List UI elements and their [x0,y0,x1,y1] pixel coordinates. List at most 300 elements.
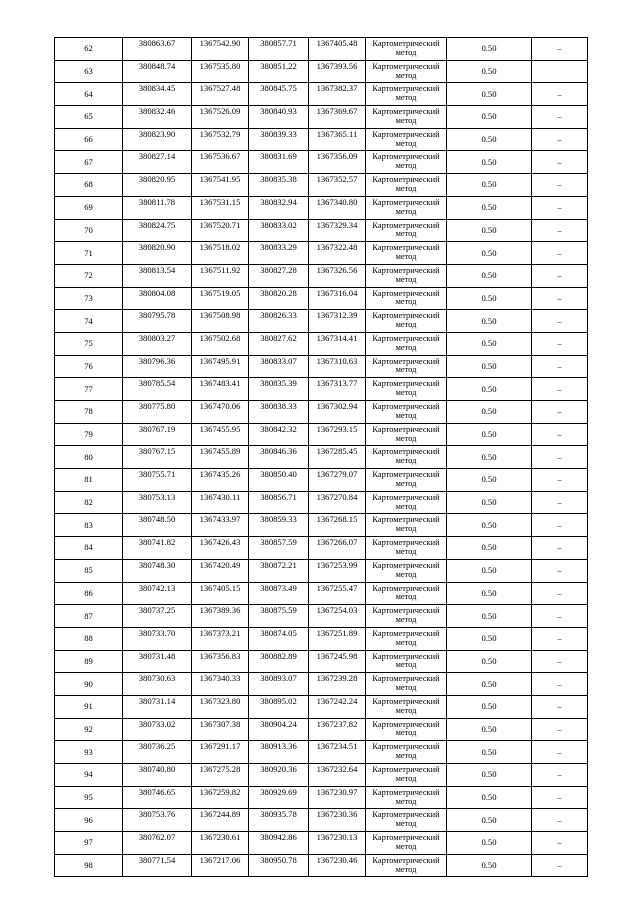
point-number-cell: 89 [55,650,123,673]
x-coordinate-cell: 380824.75 [123,219,192,242]
accuracy-cell: 0.50 [447,650,532,673]
table-row [55,809,588,832]
note-cell: – [532,605,588,628]
x-coordinate-cell: 380823.90 [123,128,192,151]
x-coordinate-2-cell: 380827.28 [249,264,309,287]
note-cell: – [532,832,588,855]
method-cell: Картометрический метод [366,378,447,401]
accuracy-cell: 0.50 [447,332,532,355]
table-row [55,196,588,219]
note-cell: – [532,378,588,401]
y-coordinate-2-cell: 1367356.09 [309,151,366,174]
table-row [55,650,588,673]
method-cell: Картометрический метод [366,650,447,673]
note-cell: – [532,491,588,514]
point-number-cell: 97 [55,832,123,855]
point-number-cell: 76 [55,355,123,378]
x-coordinate-2-cell: 380950.78 [249,854,309,877]
table-row [55,718,588,741]
y-coordinate-cell: 1367389.36 [192,605,249,628]
x-coordinate-cell: 380811.78 [123,196,192,219]
note-cell: – [532,219,588,242]
x-coordinate-2-cell: 380831.69 [249,151,309,174]
accuracy-cell: 0.50 [447,401,532,424]
y-coordinate-2-cell: 1367255.47 [309,582,366,605]
method-cell: Картометрический метод [366,832,447,855]
method-cell: Картометрический метод [366,673,447,696]
method-cell: Картометрический метод [366,128,447,151]
accuracy-cell: 0.50 [447,219,532,242]
accuracy-cell: 0.50 [447,264,532,287]
note-cell: – [532,38,588,61]
x-coordinate-cell: 380762.07 [123,832,192,855]
x-coordinate-2-cell: 380833.29 [249,242,309,265]
y-coordinate-2-cell: 1367382.37 [309,83,366,106]
point-number-cell: 64 [55,83,123,106]
accuracy-cell: 0.50 [447,786,532,809]
method-cell: Картометрический метод [366,786,447,809]
x-coordinate-cell: 380804.08 [123,287,192,310]
y-coordinate-2-cell: 1367312.39 [309,310,366,333]
y-coordinate-2-cell: 1367405.48 [309,38,366,61]
table-row [55,174,588,197]
x-coordinate-2-cell: 380857.71 [249,38,309,61]
x-coordinate-cell: 380796.36 [123,355,192,378]
x-coordinate-cell: 380771.54 [123,854,192,877]
y-coordinate-cell: 1367508.98 [192,310,249,333]
method-cell: Картометрический метод [366,38,447,61]
point-number-cell: 87 [55,605,123,628]
accuracy-cell: 0.50 [447,718,532,741]
x-coordinate-cell: 380820.95 [123,174,192,197]
table-row [55,332,588,355]
accuracy-cell: 0.50 [447,287,532,310]
accuracy-cell: 0.50 [447,38,532,61]
accuracy-cell: 0.50 [447,832,532,855]
accuracy-cell: 0.50 [447,242,532,265]
accuracy-cell: 0.50 [447,310,532,333]
y-coordinate-cell: 1367502.68 [192,332,249,355]
x-coordinate-cell: 380863.67 [123,38,192,61]
method-cell: Картометрический метод [366,106,447,129]
y-coordinate-2-cell: 1367254.03 [309,605,366,628]
table-row [55,83,588,106]
note-cell: – [532,469,588,492]
method-cell: Картометрический метод [366,718,447,741]
method-cell: Картометрический метод [366,310,447,333]
method-cell: Картометрический метод [366,401,447,424]
note-cell: – [532,287,588,310]
x-coordinate-2-cell: 380913.36 [249,741,309,764]
note-cell: – [532,537,588,560]
point-number-cell: 98 [55,854,123,877]
coordinates-table [54,37,588,877]
x-coordinate-cell: 380737.25 [123,605,192,628]
coordinates-table-body [55,38,588,877]
accuracy-cell: 0.50 [447,60,532,83]
accuracy-cell: 0.50 [447,83,532,106]
y-coordinate-cell: 1367542.90 [192,38,249,61]
y-coordinate-cell: 1367511.92 [192,264,249,287]
y-coordinate-cell: 1367495.91 [192,355,249,378]
x-coordinate-cell: 380753.13 [123,491,192,514]
accuracy-cell: 0.50 [447,627,532,650]
y-coordinate-2-cell: 1367313.77 [309,378,366,401]
x-coordinate-2-cell: 380935.78 [249,809,309,832]
x-coordinate-cell: 380733.02 [123,718,192,741]
point-number-cell: 88 [55,627,123,650]
y-coordinate-2-cell: 1367329.34 [309,219,366,242]
point-number-cell: 86 [55,582,123,605]
note-cell: – [532,650,588,673]
note-cell: – [532,695,588,718]
note-cell: – [532,106,588,129]
method-cell: Картометрический метод [366,219,447,242]
note-cell: – [532,310,588,333]
note-cell: – [532,264,588,287]
point-number-cell: 81 [55,469,123,492]
point-number-cell: 80 [55,446,123,469]
y-coordinate-2-cell: 1367251.89 [309,627,366,650]
point-number-cell: 63 [55,60,123,83]
table-row [55,355,588,378]
method-cell: Картометрический метод [366,242,447,265]
method-cell: Картометрический метод [366,605,447,628]
x-coordinate-cell: 380795.78 [123,310,192,333]
y-coordinate-cell: 1367275.28 [192,764,249,787]
y-coordinate-2-cell: 1367237.82 [309,718,366,741]
y-coordinate-cell: 1367470.06 [192,401,249,424]
method-cell: Картометрический метод [366,174,447,197]
note-cell: – [532,196,588,219]
accuracy-cell: 0.50 [447,514,532,537]
point-number-cell: 94 [55,764,123,787]
x-coordinate-cell: 380785.54 [123,378,192,401]
x-coordinate-2-cell: 380872.21 [249,559,309,582]
note-cell: – [532,446,588,469]
x-coordinate-cell: 380740.80 [123,764,192,787]
note-cell: – [532,423,588,446]
x-coordinate-cell: 380748.30 [123,559,192,582]
note-cell: – [532,809,588,832]
accuracy-cell: 0.50 [447,446,532,469]
x-coordinate-2-cell: 380920.36 [249,764,309,787]
x-coordinate-cell: 380746.65 [123,786,192,809]
y-coordinate-cell: 1367430.11 [192,491,249,514]
table-row [55,854,588,877]
point-number-cell: 68 [55,174,123,197]
x-coordinate-cell: 380741.82 [123,537,192,560]
x-coordinate-cell: 380742.13 [123,582,192,605]
point-number-cell: 72 [55,264,123,287]
y-coordinate-cell: 1367541.95 [192,174,249,197]
method-cell: Картометрический метод [366,537,447,560]
point-number-cell: 74 [55,310,123,333]
note-cell: – [532,854,588,877]
x-coordinate-cell: 380736.25 [123,741,192,764]
method-cell: Картометрический метод [366,809,447,832]
y-coordinate-2-cell: 1367268.15 [309,514,366,537]
y-coordinate-2-cell: 1367239.28 [309,673,366,696]
note-cell: – [532,401,588,424]
table-row [55,673,588,696]
y-coordinate-cell: 1367405.15 [192,582,249,605]
y-coordinate-2-cell: 1367245.98 [309,650,366,673]
x-coordinate-cell: 380813.54 [123,264,192,287]
table-row [55,106,588,129]
table-row [55,695,588,718]
accuracy-cell: 0.50 [447,151,532,174]
accuracy-cell: 0.50 [447,378,532,401]
table-row [55,242,588,265]
accuracy-cell: 0.50 [447,582,532,605]
y-coordinate-cell: 1367535.80 [192,60,249,83]
accuracy-cell: 0.50 [447,491,532,514]
y-coordinate-2-cell: 1367234.51 [309,741,366,764]
x-coordinate-2-cell: 380904.24 [249,718,309,741]
point-number-cell: 62 [55,38,123,61]
x-coordinate-2-cell: 380857.59 [249,537,309,560]
point-number-cell: 84 [55,537,123,560]
x-coordinate-2-cell: 380856.71 [249,491,309,514]
table-row [55,60,588,83]
table-row [55,491,588,514]
y-coordinate-cell: 1367455.89 [192,446,249,469]
y-coordinate-2-cell: 1367310.63 [309,355,366,378]
y-coordinate-cell: 1367291.17 [192,741,249,764]
x-coordinate-2-cell: 380859.33 [249,514,309,537]
table-row [55,582,588,605]
method-cell: Картометрический метод [366,355,447,378]
note-cell: – [532,786,588,809]
x-coordinate-cell: 380753.76 [123,809,192,832]
note-cell: – [532,242,588,265]
table-row [55,378,588,401]
point-number-cell: 93 [55,741,123,764]
coordinates-table-page [54,37,588,877]
accuracy-cell: 0.50 [447,469,532,492]
x-coordinate-2-cell: 380942.86 [249,832,309,855]
y-coordinate-cell: 1367520.71 [192,219,249,242]
y-coordinate-2-cell: 1367314.41 [309,332,366,355]
point-number-cell: 66 [55,128,123,151]
accuracy-cell: 0.50 [447,559,532,582]
x-coordinate-2-cell: 380820.28 [249,287,309,310]
accuracy-cell: 0.50 [447,355,532,378]
x-coordinate-2-cell: 380873.49 [249,582,309,605]
note-cell: – [532,559,588,582]
method-cell: Картометрический метод [366,446,447,469]
y-coordinate-cell: 1367519.05 [192,287,249,310]
y-coordinate-2-cell: 1367253.99 [309,559,366,582]
y-coordinate-cell: 1367455.95 [192,423,249,446]
table-row [55,38,588,61]
x-coordinate-cell: 380848.74 [123,60,192,83]
method-cell: Картометрический метод [366,469,447,492]
y-coordinate-2-cell: 1367232.64 [309,764,366,787]
x-coordinate-2-cell: 380875.59 [249,605,309,628]
accuracy-cell: 0.50 [447,605,532,628]
y-coordinate-cell: 1367526.09 [192,106,249,129]
note-cell: – [532,151,588,174]
table-row [55,537,588,560]
note-cell: – [532,741,588,764]
y-coordinate-cell: 1367217.06 [192,854,249,877]
point-number-cell: 71 [55,242,123,265]
note-cell: – [532,627,588,650]
y-coordinate-cell: 1367259.82 [192,786,249,809]
x-coordinate-2-cell: 380845.75 [249,83,309,106]
point-number-cell: 78 [55,401,123,424]
x-coordinate-cell: 380820.90 [123,242,192,265]
y-coordinate-cell: 1367230.61 [192,832,249,855]
accuracy-cell: 0.50 [447,741,532,764]
y-coordinate-2-cell: 1367369.67 [309,106,366,129]
x-coordinate-2-cell: 380826.33 [249,310,309,333]
accuracy-cell: 0.50 [447,809,532,832]
y-coordinate-2-cell: 1367340.80 [309,196,366,219]
point-number-cell: 83 [55,514,123,537]
y-coordinate-cell: 1367433.97 [192,514,249,537]
x-coordinate-2-cell: 380838.33 [249,401,309,424]
y-coordinate-2-cell: 1367266.07 [309,537,366,560]
method-cell: Картометрический метод [366,559,447,582]
x-coordinate-2-cell: 380842.32 [249,423,309,446]
point-number-cell: 79 [55,423,123,446]
method-cell: Картометрический метод [366,764,447,787]
x-coordinate-2-cell: 380850.40 [249,469,309,492]
point-number-cell: 67 [55,151,123,174]
table-row [55,423,588,446]
x-coordinate-2-cell: 380835.38 [249,174,309,197]
method-cell: Картометрический метод [366,287,447,310]
x-coordinate-cell: 380731.48 [123,650,192,673]
point-number-cell: 75 [55,332,123,355]
method-cell: Картометрический метод [366,423,447,446]
x-coordinate-2-cell: 380840.93 [249,106,309,129]
accuracy-cell: 0.50 [447,854,532,877]
note-cell: – [532,128,588,151]
note-cell: – [532,764,588,787]
note-cell: – [532,83,588,106]
method-cell: Картометрический метод [366,332,447,355]
y-coordinate-cell: 1367323.80 [192,695,249,718]
note-cell: – [532,174,588,197]
note-cell: – [532,514,588,537]
method-cell: Картометрический метод [366,514,447,537]
method-cell: Картометрический метод [366,854,447,877]
y-coordinate-2-cell: 1367302.94 [309,401,366,424]
x-coordinate-cell: 380767.15 [123,446,192,469]
y-coordinate-2-cell: 1367230.46 [309,854,366,877]
method-cell: Картометрический метод [366,627,447,650]
accuracy-cell: 0.50 [447,174,532,197]
x-coordinate-2-cell: 380846.36 [249,446,309,469]
table-row [55,514,588,537]
y-coordinate-2-cell: 1367230.97 [309,786,366,809]
y-coordinate-cell: 1367531.15 [192,196,249,219]
x-coordinate-2-cell: 380832.94 [249,196,309,219]
method-cell: Картометрический метод [366,196,447,219]
point-number-cell: 73 [55,287,123,310]
accuracy-cell: 0.50 [447,196,532,219]
y-coordinate-2-cell: 1367326.56 [309,264,366,287]
x-coordinate-2-cell: 380839.33 [249,128,309,151]
table-row [55,741,588,764]
y-coordinate-2-cell: 1367285.45 [309,446,366,469]
x-coordinate-cell: 380755.71 [123,469,192,492]
x-coordinate-cell: 380775.80 [123,401,192,424]
accuracy-cell: 0.50 [447,695,532,718]
note-cell [532,60,588,83]
point-number-cell: 82 [55,491,123,514]
x-coordinate-2-cell: 380874.05 [249,627,309,650]
y-coordinate-cell: 1367483.41 [192,378,249,401]
point-number-cell: 95 [55,786,123,809]
y-coordinate-2-cell: 1367293.15 [309,423,366,446]
table-row [55,151,588,174]
table-row [55,764,588,787]
accuracy-cell: 0.50 [447,764,532,787]
table-row [55,287,588,310]
x-coordinate-cell: 380748.50 [123,514,192,537]
method-cell: Картометрический метод [366,695,447,718]
y-coordinate-2-cell: 1367393.56 [309,60,366,83]
note-cell: – [532,582,588,605]
table-row [55,605,588,628]
x-coordinate-2-cell: 380895.02 [249,695,309,718]
table-row [55,627,588,650]
y-coordinate-2-cell: 1367230.36 [309,809,366,832]
table-row [55,219,588,242]
note-cell: – [532,332,588,355]
method-cell: Картометрический метод [366,83,447,106]
x-coordinate-2-cell: 380835.39 [249,378,309,401]
y-coordinate-2-cell: 1367316.04 [309,287,366,310]
table-row [55,469,588,492]
y-coordinate-cell: 1367373.21 [192,627,249,650]
x-coordinate-cell: 380730.63 [123,673,192,696]
method-cell: Картометрический метод [366,491,447,514]
point-number-cell: 65 [55,106,123,129]
y-coordinate-2-cell: 1367322.48 [309,242,366,265]
table-row [55,128,588,151]
method-cell: Картометрический метод [366,264,447,287]
table-row [55,264,588,287]
accuracy-cell: 0.50 [447,106,532,129]
table-row [55,310,588,333]
x-coordinate-2-cell: 380882.89 [249,650,309,673]
y-coordinate-2-cell: 1367242.24 [309,695,366,718]
accuracy-cell: 0.50 [447,128,532,151]
x-coordinate-2-cell: 380833.02 [249,219,309,242]
x-coordinate-cell: 380803.27 [123,332,192,355]
table-row [55,559,588,582]
y-coordinate-cell: 1367420.49 [192,559,249,582]
y-coordinate-2-cell: 1367352.57 [309,174,366,197]
x-coordinate-cell: 380767.19 [123,423,192,446]
y-coordinate-2-cell: 1367365.11 [309,128,366,151]
y-coordinate-cell: 1367244.89 [192,809,249,832]
point-number-cell: 70 [55,219,123,242]
x-coordinate-2-cell: 380893.07 [249,673,309,696]
x-coordinate-cell: 380834.45 [123,83,192,106]
y-coordinate-cell: 1367532.79 [192,128,249,151]
y-coordinate-cell: 1367340.33 [192,673,249,696]
method-cell: Картометрический метод [366,151,447,174]
x-coordinate-2-cell: 380851.22 [249,60,309,83]
y-coordinate-cell: 1367356.83 [192,650,249,673]
